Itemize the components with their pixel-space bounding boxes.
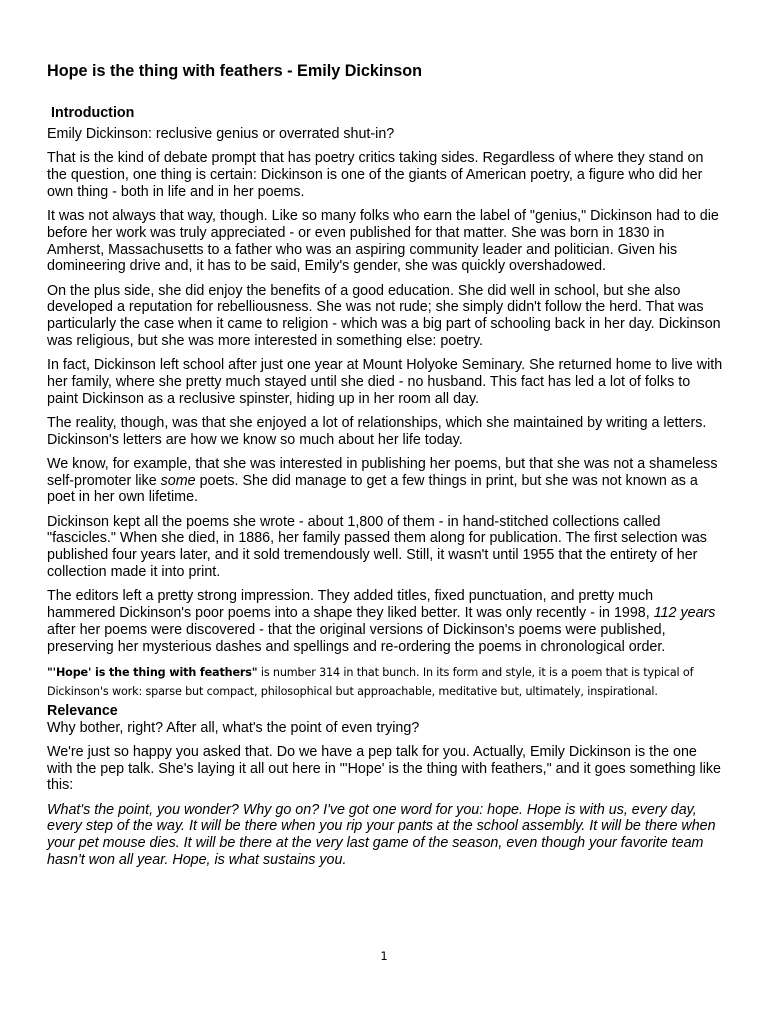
paragraph-debate: That is the kind of debate prompt that has poetry critics taking sides. Regardless of where they stand on the question, one thing is certain: Dickinson is one of the giants of American poetry, a figure who did her own thing - both in life and in her poems.: [47, 150, 704, 200]
poem-note: [47, 663, 723, 702]
text-run: We know, for example, that she was interested in publishing her poems, but that she was not a shameless self-promoter like: [47, 455, 718, 489]
paragraph-genius: It was not always that way, though. Like so many folks who earn the label of "genius," Dickinson had to die before her work was truly appreciated - or even published for that matter. She was born in 1830 in Amherst, Massachusetts to a father who was an aspiring community leader and politician. Given his domineering drive and, it has to be said, Emily's gender, she was quickly overshadowed.: [47, 207, 719, 275]
document-page: [47, 58, 723, 876]
text-run: The editors left a pretty strong impression. They added titles, fixed punctuation, and pretty much hammered Dickinson's poor poems into a shape they liked better. It was only recently - in 1998,: [47, 588, 654, 622]
paragraph-pep-talk: We're just so happy you asked that. Do we have a pep talk for you. Actually, Emily Dickinson is the one with the pep talk. She's laying it all out here in "'Hope' is the thing with feathers," and it goes something like this:: [47, 743, 721, 794]
paragraph-publishing: [47, 456, 723, 506]
paragraph-holyoke: In fact, Dickinson left school after just one year at Mount Holyoke Seminary. She returned home to live with her family, where she pretty much stayed until she died - no husband. This fact has led a lot of folks to paint Dickinson as a reclusive spinster, hiding up in her room all day.: [47, 357, 723, 407]
text-run: poets. She did manage to get a few things in print, but she was not known as a poet in her own lifetime.: [47, 472, 698, 506]
page-number: 1: [380, 949, 388, 963]
paragraph-editors: [47, 588, 723, 655]
intro-question: Emily Dickinson: reclusive genius or overrated shut-in?: [47, 126, 395, 142]
introduction-heading: Introduction: [51, 105, 135, 121]
paragraph-hope-quote: What's the point, you wonder? Why go on? I've got one word for you: hope. Hope is with us, every day, every step of the way. It will be there when you rip your pants at the school assembly. It will be there when your pet mouse dies. It will be there at the very last game of the season, even though your favorite team hasn't won all year. Hope, is what sustains you.: [47, 801, 716, 868]
text-run: after her poems were discovered - that the original versions of Dickinson's poems were published, preserving her mysterious dashes and spellings and re-ordering the poems in chronological order.: [47, 621, 666, 655]
relevance-heading: Relevance: [47, 702, 118, 719]
text-run: is number 314 in that bunch. In its form and style, it is a poem that is typical of Dickinson's work: sparse but compact, philosophical but approachable, meditative but, ultimately, inspirational.: [47, 665, 694, 699]
paragraph-education: On the plus side, she did enjoy the benefits of a good education. She did well in school, but she also developed a reputation for rebelliousness. She was not rude; she simply didn't follow the herd. That was particularly the case when it came to religion - which was a big part of schooling back in her day. Dickinson was religious, but she was more interested in something else: poetry.: [47, 282, 721, 349]
emphasis-text: 112 years: [653, 605, 716, 622]
emphasis-text: some: [160, 472, 196, 489]
paragraph-fascicles: Dickinson kept all the poems she wrote - about 1,800 of them - in hand-stitched collections called "fascicles." When she died, in 1886, her family passed them along for publication. The first selection was published four years later, and it sold tremendously well. Still, it wasn't until 1955 that the entirety of her collection made it into print.: [47, 513, 707, 581]
paragraph-letters: The reality, though, was that she enjoyed a lot of relationships, which she maintained by writing a letters. Dickinson's letters are how we know so much about her life today.: [47, 414, 707, 448]
page-title: Hope is the thing with feathers - Emily Dickinson: [47, 62, 423, 80]
relevance-question: Why bother, right? After all, what's the point of even trying?: [47, 719, 420, 736]
poem-title: "'Hope' is the thing with feathers": [47, 665, 258, 679]
